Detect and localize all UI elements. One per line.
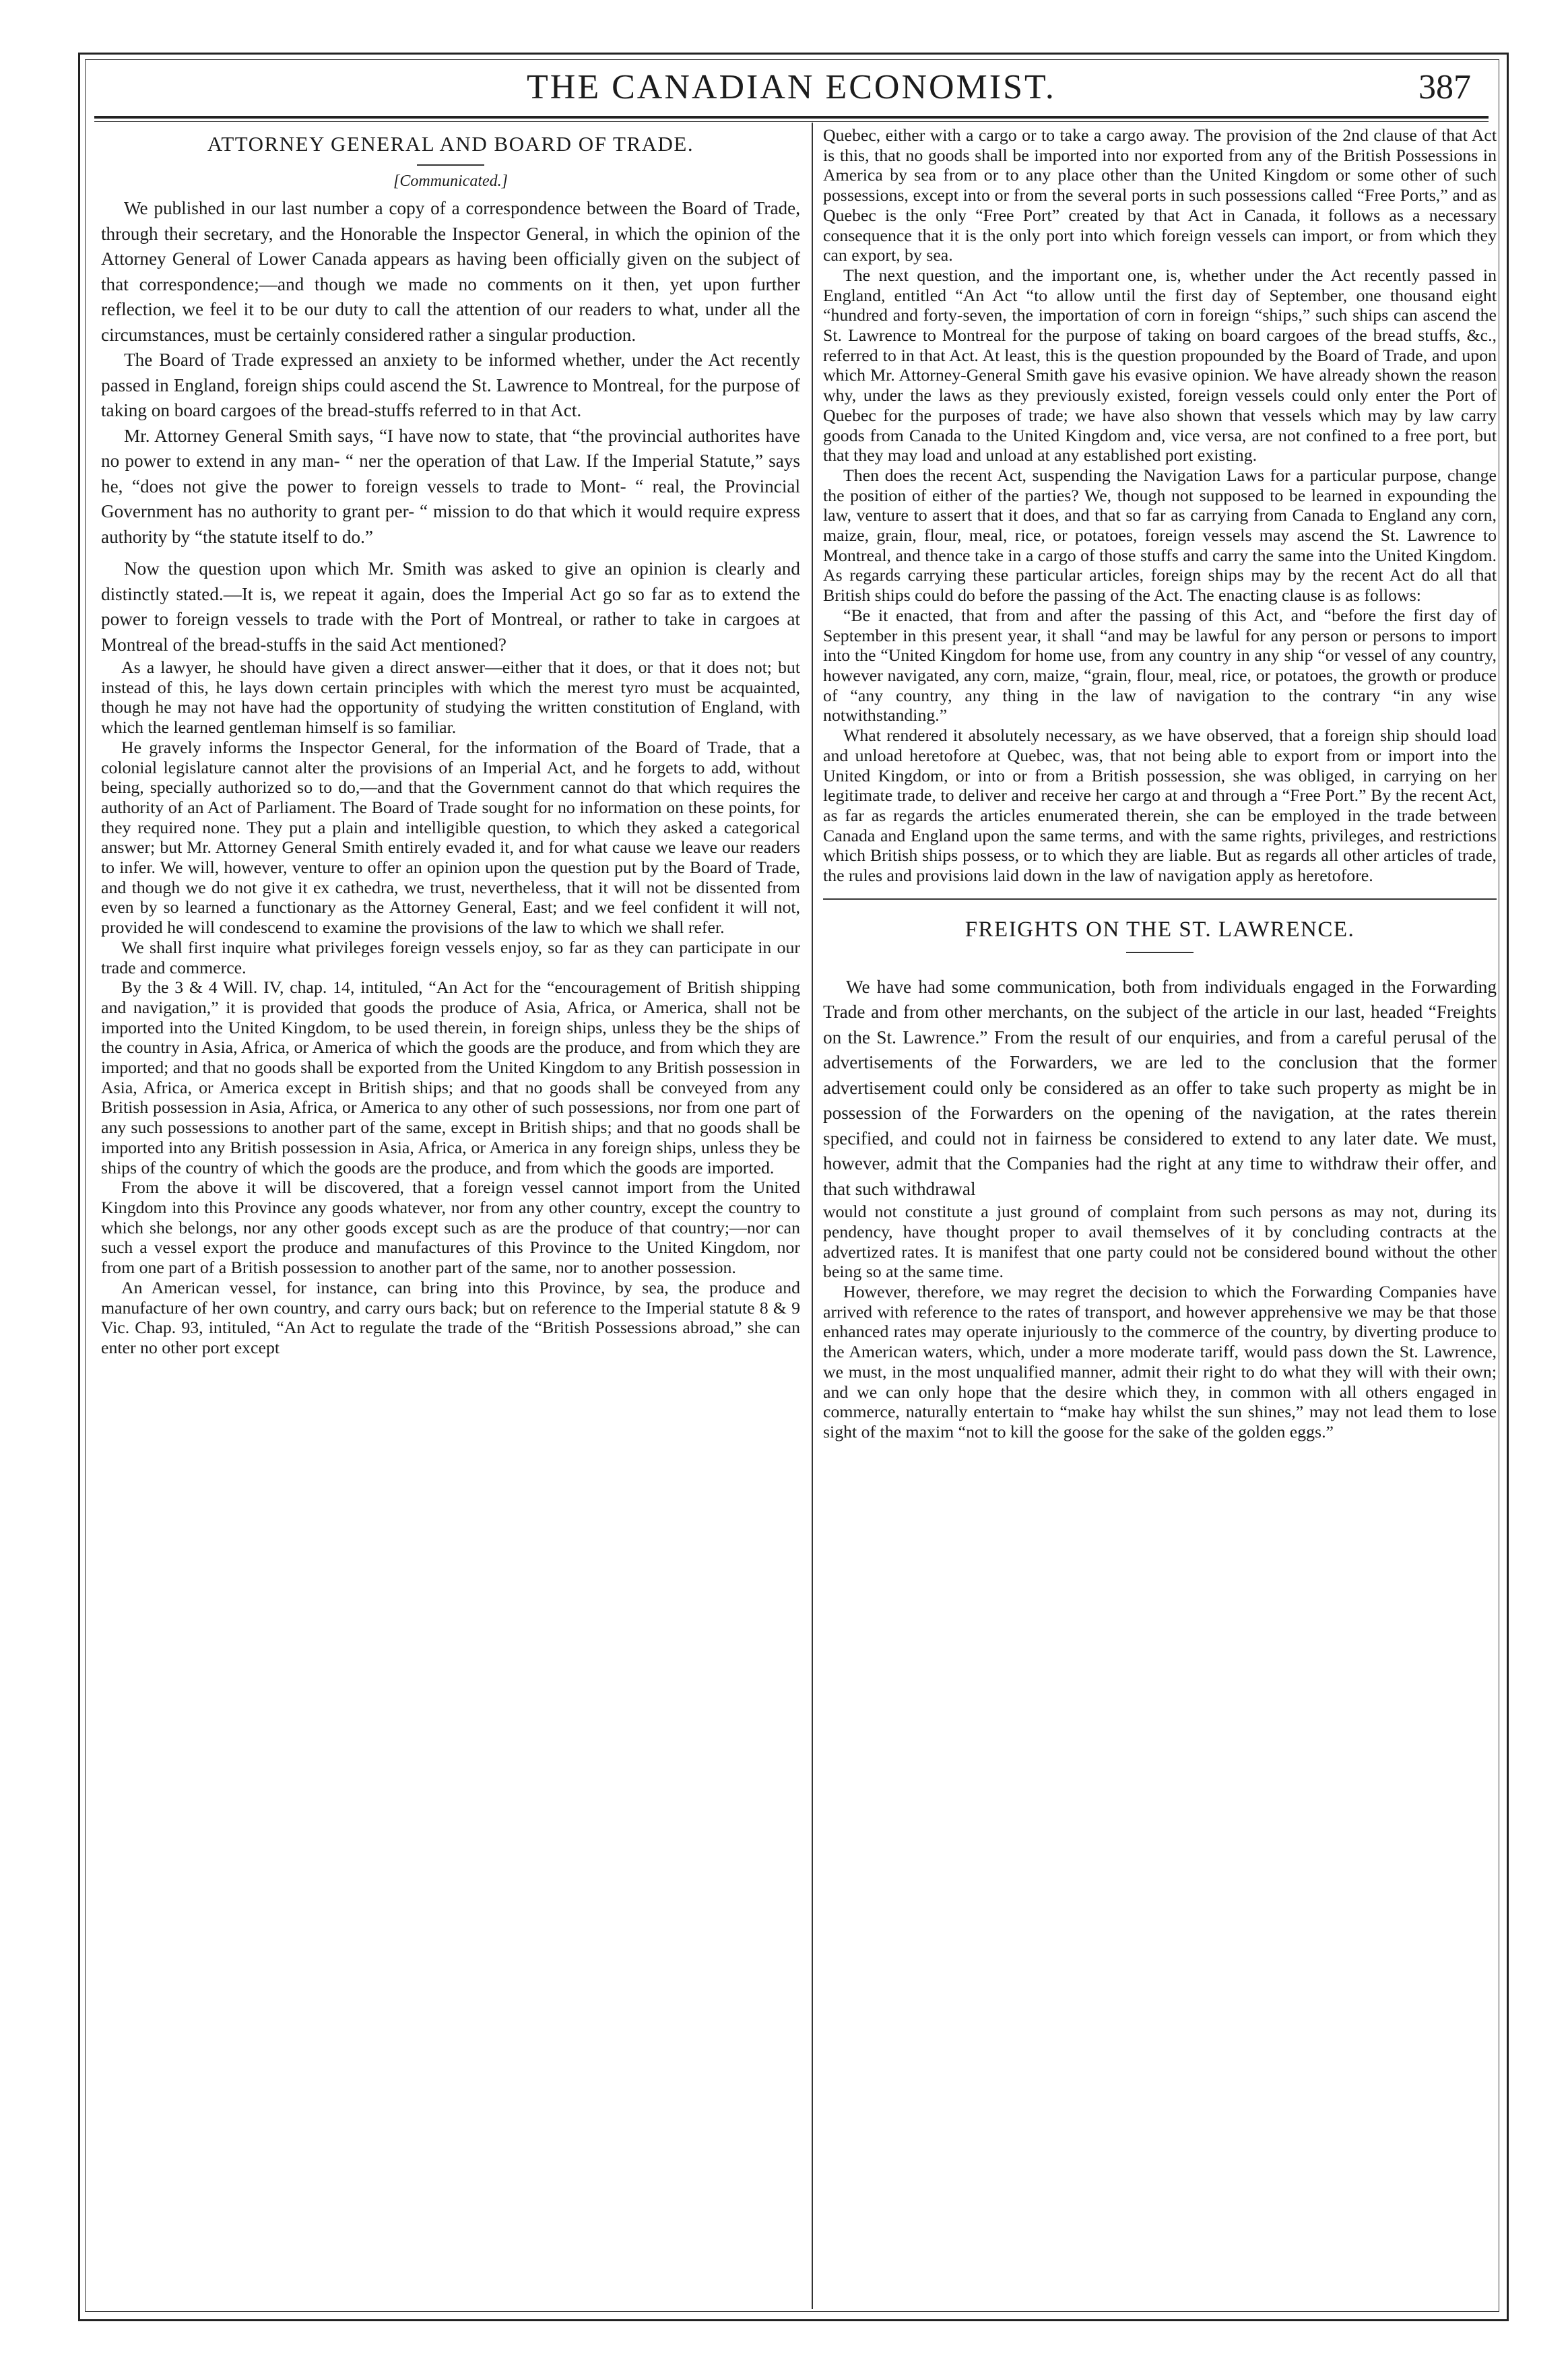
article-title: FREIGHTS ON THE ST. LAWRENCE. xyxy=(965,917,1355,942)
article-title: ATTORNEY GENERAL AND BOARD OF TRADE. xyxy=(207,132,694,156)
article-separator xyxy=(823,898,1497,900)
paragraph: What rendered it absolutely necessary, as we have observed, that a foreign ship should load and unload heretofore at Quebec, was, that not being able to export from or import into the United Kingdom, or into or from a British possession, she was obliged, in carrying on her legitimate trade, to deliver and receive her cargo at and through a “Free Port.” By the recent Act, as far as regards the articles enumerated therein, she can be employed in the trade between Canada and England upon the same terms, and with the same rights, privileges, and restrictions which British ships possess, or to which they are liable. But as regards all other articles of trade, the rules and provisions laid down in the law of navigation apply as heretofore. xyxy=(823,725,1497,886)
paragraph: The next question, and the important one, is, whether under the Act recently passed in England, entitled “An Act “to allow until the first day of September, one thousand eight “hundred and forty-seven, the importation of corn in foreign “ships,” such ships can ascend the St. Lawrence to Montreal for the purpose of taking on board cargoes of the bread stuffs, &c., referred to in that Act. At least, this is the question propounded by the Board of Trade, and upon which Mr. Attorney-General Smith gave his evasive opinion. We have already shown the reason why, under the laws as they previously existed, foreign vessels could only enter the Port of Quebec for the purposes of trade; we have also shown that vessels which may by law carry goods from Canada to the United Kingdom and, vice versa, are not confined to a free port, but that they may load and unload at any established port existing. xyxy=(823,265,1497,465)
running-title: THE CANADIAN ECONOMIST. xyxy=(527,68,1056,106)
paragraph: We have had some communication, both from individuals engaged in the Forwarding Trade and from other merchants, on the subject of the article in our last, headed “Freights on the St. Lawrence.” From the result of our enquiries, and from a careful perusal of the advertisements of the Forwarders, we are led to the conclusion that the former advertisement could only be considered as an offer to take such property as might be in possession of the Forwarders on the opening of the navigation, at the rates therein specified, and could not in fairness be considered to extend to any later date. We must, however, admit that the Companies had the right at any time to withdraw their offer, and that such withdrawal xyxy=(823,976,1497,1199)
paragraph: Mr. Attorney General Smith says, “I have now to state, that “the provincial authorites have no power to extend in any man- “ ner the operation of that Law. If the Imperial Statute,” says he, “does not give the power to foreign vessels to trade to Mont- “ real, the Provincial Government has no authority to grant per- “ mission to do that which it would require express authority by “the statute itself to do.” xyxy=(101,425,800,547)
left-column xyxy=(101,125,800,1358)
quoted-clause: “Be it enacted, that from and after the passing of this Act, and “before the first day of September in this present year, it shall “and may be lawful for any person or persons to import into the “United Kingdom for home use, from any country in any ship “or vessel of any country, however navigated, any corn, maize, “grain, flour, meal, rice, or potatoes, the growth or produce of “any country, any thing in the law of navigation to the contrary “in any wise notwithstanding.” xyxy=(823,605,1497,725)
article-body-large xyxy=(101,196,800,657)
paragraph: Then does the recent Act, suspending the Navigation Laws for a particular purpose, change the position of either of the parties? We, though not supposed to be learned in expounding the law, venture to assert that it does, and that so far as carrying from Canada to England any corn, maize, grain, flour, meal, rice, or potatoes, foreign vessels may ascend the St. Lawrence to Montreal, and thence take in a cargo of those stuffs and carry the same into the United Kingdom. As regards carrying these particular articles, foreign ships may by the recent Act do all that British ships could do before the passing of the Act. The enacting clause is as follows: xyxy=(823,465,1497,606)
paragraph: An American vessel, for instance, can bring into this Province, by sea, the produce and manufacture of her own country, and carry ours back; but on reference to the Imperial statute 8 & 9 Vic. Chap. 93, intituled, “An Act to regulate the trade of the “British Possessions abroad,” she can enter no other port except xyxy=(101,1277,800,1357)
title-rule xyxy=(1126,952,1194,953)
article-2 xyxy=(823,917,1497,1442)
article-credit: [Communicated.] xyxy=(393,172,508,190)
article-body-small xyxy=(101,657,800,1358)
paragraph: As a lawyer, he should have given a direct answer—either that it does, or that it does not; but instead of this, he lays down certain principles with which the merest tyro must be acquainted, though he may not have had the opportunity of studying the written constitution of England, with which the learned gentleman himself is so familiar. xyxy=(101,657,800,738)
paragraph: We shall first inquire what privileges foreign vessels enjoy, so far as they can participate in our trade and commerce. xyxy=(101,937,800,977)
paragraph: By the 3 & 4 Will. IV, chap. 14, intituled, “An Act for the “encouragement of British shipping and navigation,” it is provided that goods the produce of Asia, Africa, or America, shall not be imported into the United Kingdom, to be used therein, in foreign ships, unless they be the ships of the country in Asia, Africa, or America of which the goods are the produce, and from which they are imported; and that no goods shall be exported from the United Kingdom to any British possession in Asia, Africa, or America except in British ships; and that no goods shall be conveyed from any British possession in Asia, Africa, or America to any other of such possessions, nor from one part of any such possessions to another part of the same, except in British ships; and that no goods shall be imported into any British possession in Asia, Africa, or America in any foreign ships, unless they be ships of the country of which the goods are the produce, and from which the goods are imported. xyxy=(101,977,800,1177)
header-rule xyxy=(94,121,1489,122)
article-continuation xyxy=(823,125,1497,886)
paragraph: Quebec, either with a cargo or to take a cargo away. The provision of the 2nd clause of that Act is this, that no goods shall be imported into nor exported from any of the British Possessions in America by sea from or to any place other than the United Kingdom or some other of such possessions, except into or from the several ports in such possessions called “Free Ports,” and as Quebec is the only “Free Port” created by that Act in Canada, it follows as a necessary consequence that it is the only port into which foreign vessels can import, or from which they can export, by sea. xyxy=(823,125,1497,265)
title-rule xyxy=(417,164,484,166)
paragraph: We published in our last number a copy of a correspondence between the Board of Trade, through their secretary, and the Honorable the Inspector General, in which the opinion of the Attorney General of Lower Canada appears as having been officially given on the subject of that correspondence;—and though we made no comments on it then, yet upon further reflection, we feel it to be our duty to call the attention of our readers to what, under all the circumstances, must be certainly considered rather a singular production. xyxy=(101,198,800,345)
right-column xyxy=(823,125,1497,1442)
paragraph: However, therefore, we may regret the decision to which the Forwarding Companies have arrived with reference to the rates of transport, and however apprehensive we may be that those enhanced rates may operate injuriously to the commerce of the country, by diverting produce to the American waters, which, under a more moderate tariff, would pass down the St. Lawrence, we must, in the most unqualified manner, admit their right to do what they will with their own; and we can only hope that the desire which they, in common with all others engaged in commerce, naturally entertain to “make hay whilst the sun shines,” may not lead them to lose sight of the maxim “not to kill the goose for the sake of the golden eggs.” xyxy=(823,1282,1497,1442)
paragraph: The Board of Trade expressed an anxiety to be informed whether, under the Act recently passed in England, foreign ships could ascend the St. Lawrence to Montreal, for the purpose of taking on board cargoes of the bread-stuffs referred to in that Act. xyxy=(101,350,800,420)
paragraph: He gravely informs the Inspector General, for the information of the Board of Trade, that a colonial legislature cannot alter the provisions of an Imperial Act, and he forgets to add, without being, specially authorized so to do,—and that the Government cannot do that which requires the authority of an Act of Parliament. The Board of Trade sought for no information on these points, for they required none. They put a plain and intelligible question, to which they asked a categorical answer; but Mr. Attorney General Smith entirely evaded it, and for what cause we leave our readers to infer. We will, however, venture to offer an opinion upon the question put by the Board of Trade, and though we do not give it ex cathedra, we trust, nevertheless, that it will not be dissented from even by so learned a functionary as the Attorney General, East; and we feel confident it will not, provided he will condescend to examine the provisions of the law to which we shall refer. xyxy=(101,737,800,938)
page-number: 387 xyxy=(1418,68,1471,106)
article-body-large xyxy=(823,975,1497,1202)
paragraph: From the above it will be discovered, that a foreign vessel cannot import from the United Kingdom into this Province any goods whatever, nor from any other country, except the country to which she belongs, nor any other goods except such as are the produce of that country;—nor can such a vessel export the produce and manufactures of this Province to the United Kingdom, nor from one part of a British possession to another part of the same, nor to another possession. xyxy=(101,1177,800,1278)
paragraph: would not constitute a just ground of complaint from such persons as may not, during its pendency, have thought proper to avail themselves of it by concluding contracts at the advertized rates. It is manifest that one party could not be considered bound without the other being so at the same time. xyxy=(823,1202,1497,1282)
column-divider xyxy=(812,123,813,2309)
page-header xyxy=(94,65,1489,119)
paragraph: Now the question upon which Mr. Smith was asked to give an opinion is clearly and distinctly stated.—It is, we repeat it again, does the Imperial Act go so far as to extend the power to foreign vessels to trade with the Port of Montreal, or rather to take in cargoes at Montreal of the bread-stuffs in the said Act mentioned? xyxy=(101,558,800,655)
article-body-small xyxy=(823,1202,1497,1442)
